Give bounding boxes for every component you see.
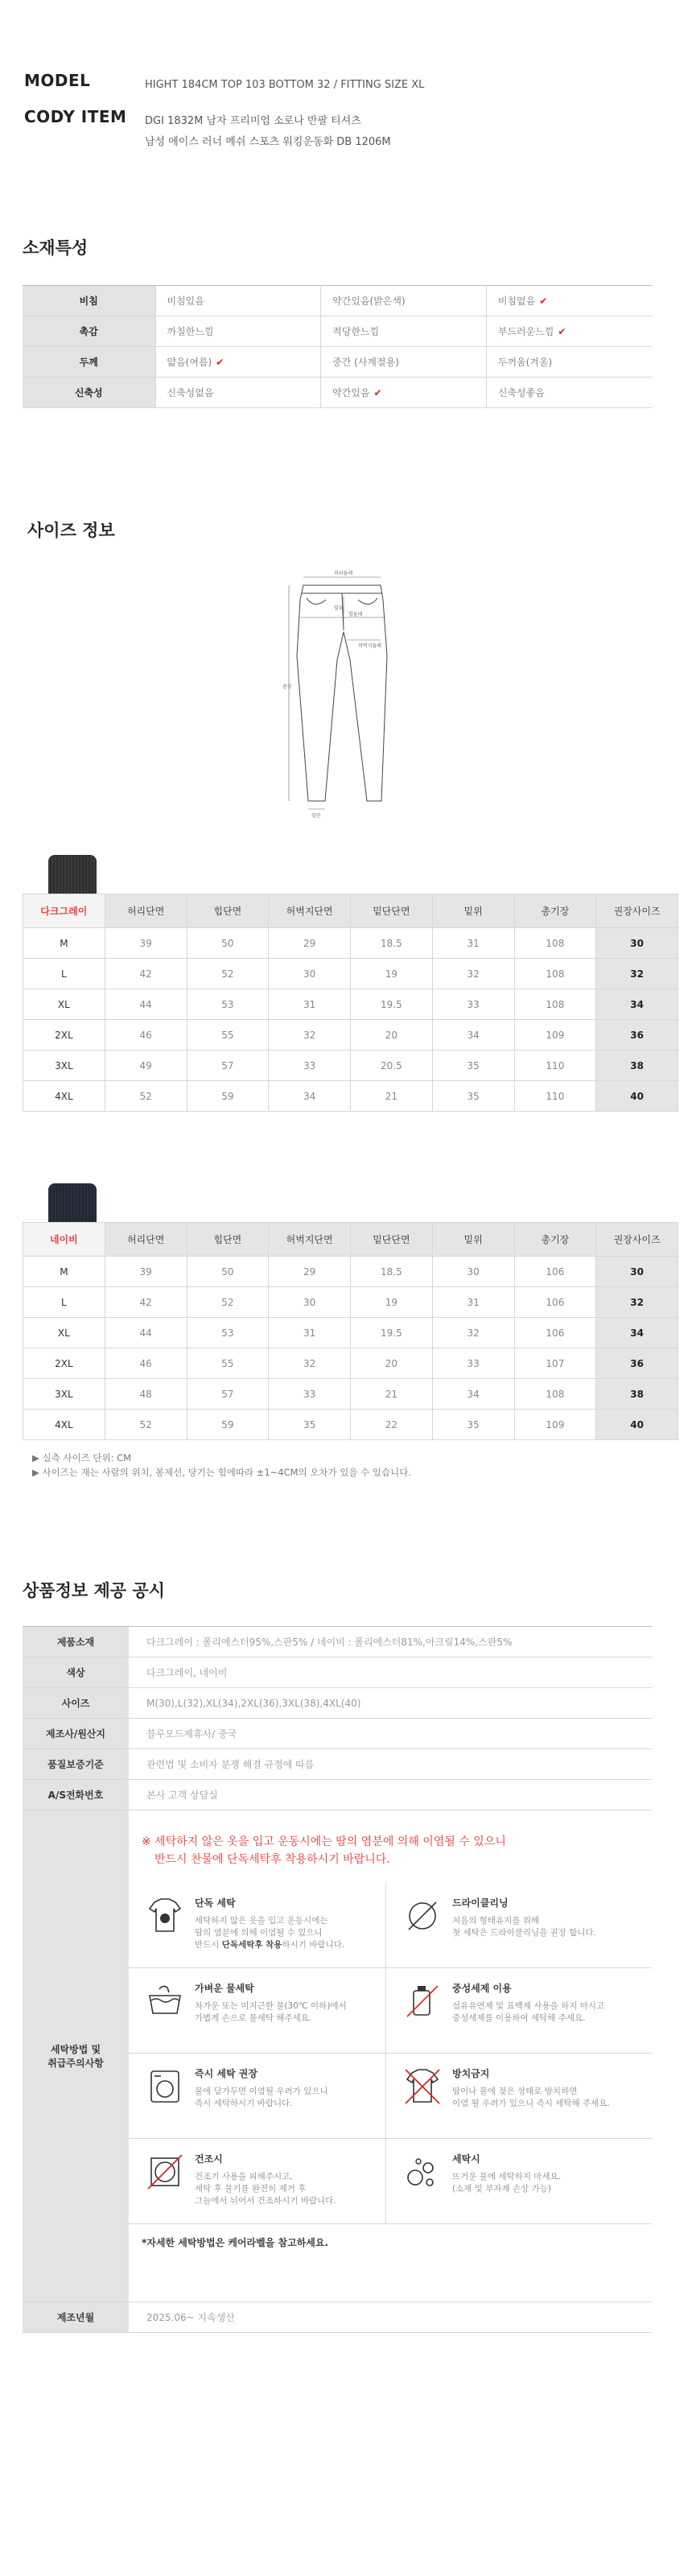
care-desc (195, 2086, 328, 2110)
size-column-header: 밑위 (432, 894, 514, 928)
info-label: 제조사/원산지 (23, 1719, 129, 1749)
care-item (386, 1968, 652, 2054)
care-text (195, 2066, 328, 2138)
size-value: 19.5 (351, 1318, 433, 1348)
size-row (23, 1287, 678, 1318)
fabric-option (486, 316, 652, 347)
recommended-size: 38 (596, 1051, 678, 1081)
fabric-table (23, 285, 652, 408)
recommended-size: 30 (596, 1257, 678, 1287)
care-content (129, 1810, 652, 2302)
color-name: 네이비 (23, 1223, 105, 1257)
size-label: 4XL (23, 1410, 105, 1440)
size-value: 109 (514, 1410, 596, 1440)
recommended-size: 34 (596, 1318, 678, 1348)
info-value: 다크그레이, 네이비 (129, 1657, 652, 1688)
size-value: 55 (187, 1348, 269, 1379)
size-label: 4XL (23, 1081, 105, 1112)
recommended-size: 36 (596, 1020, 678, 1051)
size-column-header: 허벅지단면 (269, 894, 351, 928)
care-title: 단독 세탁 (195, 1897, 236, 1909)
size-row (23, 928, 678, 959)
size-value: 35 (432, 1410, 514, 1440)
size-column-header: 허벅지단면 (269, 1223, 351, 1257)
fabric-option-text: 적당한느낌 (332, 326, 380, 337)
laundry-icon (402, 2152, 443, 2192)
fabric-label: 비침 (23, 286, 155, 316)
manufacture-date-value: 2025.06~ 지속생산 (129, 2302, 652, 2333)
fabric-option-text: 두꺼움(겨울) (497, 357, 553, 368)
size-value: 55 (187, 1020, 269, 1051)
care-text (195, 1896, 344, 1967)
size-column-header: 밑단단면 (351, 1223, 433, 1257)
hip-label: 힙둘레 (348, 612, 363, 617)
info-value: 블루모드제휴사/ 중국 (129, 1719, 652, 1749)
size-column-header: 허리단면 (105, 894, 187, 928)
size-value: 57 (187, 1051, 269, 1081)
care-title: 방치금지 (452, 2068, 490, 2079)
size-value: 32 (432, 959, 514, 989)
fabric-option (321, 286, 487, 316)
size-value: 50 (187, 928, 269, 959)
fabric-option (486, 347, 652, 378)
care-desc-text: 세탁하지 않은 옷을 입고 운동시에는 땀의 염분에 의해 이염될 수 있으니 반드시 (195, 1916, 328, 1950)
care-text (452, 1981, 604, 2053)
size-value: 33 (432, 989, 514, 1020)
care-desc-text: 물에 담가두면 이염될 우려가 있으니 즉시 세탁하시기 바랍니다. (195, 2087, 328, 2108)
info-label: 제품소재 (23, 1627, 129, 1657)
care-item (129, 2054, 386, 2139)
waist-label: 허리둘레 (334, 571, 353, 576)
size-label: M (23, 1257, 105, 1287)
fabric-option-text: 얇음(여름) (167, 357, 212, 368)
recommended-size: 32 (596, 959, 678, 989)
fabric-option (155, 347, 321, 378)
size-value: 42 (105, 959, 187, 989)
size-value: 57 (187, 1379, 269, 1410)
info-row (23, 1657, 652, 1688)
care-desc (452, 2000, 604, 2025)
size-notes (32, 1451, 411, 1480)
size-note-unit: ▶ 실측 사이즈 단위: CM (32, 1452, 132, 1463)
recommended-size: 40 (596, 1410, 678, 1440)
recommended-size: 38 (596, 1379, 678, 1410)
size-label: 3XL (23, 1051, 105, 1081)
care-desc (195, 2171, 336, 2207)
size-value: 31 (432, 1287, 514, 1318)
size-value: 34 (269, 1081, 351, 1112)
fabric-option (321, 378, 487, 408)
info-label: 품질보증기준 (23, 1749, 129, 1780)
fabric-option-text: 신축성좋음 (497, 387, 545, 398)
size-value: 32 (269, 1348, 351, 1379)
size-value: 42 (105, 1287, 187, 1318)
care-desc-tail: 하시기 바랍니다. (282, 1940, 345, 1950)
fabric-label: 신축성 (23, 378, 155, 408)
fabric-option-text: 까칠한느낌 (167, 326, 214, 337)
size-row (23, 1318, 678, 1348)
size-row (23, 1348, 678, 1379)
care-desc-text: 건조기 사용을 피해주시고, 세탁 후 물기를 완전히 제거 후 그늘에서 뉘어서 건조하시기 바랍니다. (195, 2172, 336, 2206)
size-value: 21 (351, 1081, 433, 1112)
recommended-size: 34 (596, 989, 678, 1020)
size-value: 31 (269, 1318, 351, 1348)
size-row (23, 1379, 678, 1410)
size-value: 108 (514, 1379, 596, 1410)
size-column-header: 밑단단면 (351, 894, 433, 928)
care-title: 중성세제 이용 (452, 1983, 512, 1994)
size-label: 2XL (23, 1348, 105, 1379)
size-row (23, 1410, 678, 1440)
thigh-label: 허벅지둘레 (358, 643, 381, 649)
size-column-header: 권장사이즈 (596, 1223, 678, 1257)
care-title: 세탁시 (452, 2153, 480, 2165)
size-column-header: 권장사이즈 (596, 894, 678, 928)
size-info-title: 사이즈 정보 (27, 521, 115, 540)
size-label: XL (23, 989, 105, 1020)
size-value: 35 (432, 1051, 514, 1081)
size-value: 59 (187, 1410, 269, 1440)
model-info (24, 71, 668, 164)
size-value: 108 (514, 989, 596, 1020)
total-length-label: 총장 (282, 684, 292, 690)
model-value: HIGHT 184CM TOP 103 BOTTOM 32 / FITTING SIZE XL (145, 79, 425, 91)
care-text (452, 2152, 561, 2223)
care-warning (129, 1810, 652, 1883)
size-table-navy (23, 1222, 678, 1440)
care-desc (195, 1915, 344, 1951)
size-value: 110 (514, 1051, 596, 1081)
size-value: 35 (432, 1081, 514, 1112)
fabric-row (23, 316, 652, 347)
size-column-header: 밑위 (432, 1223, 514, 1257)
fabric-option-text: 비침없음 (497, 295, 536, 307)
size-column-header: 총기장 (514, 894, 596, 928)
care-desc (452, 2086, 610, 2110)
size-value: 34 (432, 1020, 514, 1051)
info-row (23, 1627, 652, 1657)
care-title: 드라이클리닝 (452, 1897, 509, 1909)
size-label: 3XL (23, 1379, 105, 1410)
size-value: 108 (514, 928, 596, 959)
size-value: 46 (105, 1348, 187, 1379)
size-value: 30 (269, 1287, 351, 1318)
dark-gray-swatch (48, 855, 97, 894)
fabric-option (486, 378, 652, 408)
no-tumble-dry-icon (145, 2152, 185, 2192)
size-value: 18.5 (351, 928, 433, 959)
fabric-option (486, 286, 652, 316)
size-note-tolerance: ▶ 사이즈는 재는 사람의 위치, 봉제선, 당기는 힘에따라 ±1~4CM의 오차가 있을 수 있습니다. (32, 1467, 412, 1478)
size-value: 19 (351, 1287, 433, 1318)
check-icon: ✔ (216, 357, 224, 368)
cody-row (24, 107, 668, 153)
recommended-size: 32 (596, 1287, 678, 1318)
size-value: 19 (351, 959, 433, 989)
size-column-header: 총기장 (514, 1223, 596, 1257)
fabric-option-text: 약간있음(밝은색) (332, 295, 406, 307)
size-row (23, 989, 678, 1020)
neutral-detergent-icon (402, 1981, 443, 2021)
size-value: 31 (432, 928, 514, 959)
fabric-option (155, 286, 321, 316)
size-value: 35 (269, 1410, 351, 1440)
size-value: 19.5 (351, 989, 433, 1020)
size-label: L (23, 959, 105, 989)
size-value: 48 (105, 1379, 187, 1410)
care-desc-bold: 단독세탁후 착용 (221, 1940, 282, 1950)
size-label: 2XL (23, 1020, 105, 1051)
size-value: 21 (351, 1379, 433, 1410)
size-row (23, 959, 678, 989)
size-value: 106 (514, 1257, 596, 1287)
size-value: 46 (105, 1020, 187, 1051)
size-value: 107 (514, 1348, 596, 1379)
care-item (129, 1883, 386, 1968)
size-value: 20 (351, 1020, 433, 1051)
check-icon: ✔ (373, 387, 382, 398)
size-value: 109 (514, 1020, 596, 1051)
size-value: 30 (269, 959, 351, 989)
color-name: 다크그레이 (23, 894, 105, 928)
cody-item-1: DGI 1832M 남자 프리미엄 소로나 반팔 티셔츠 (145, 115, 361, 127)
fabric-option-text: 중간 (사계절용) (332, 357, 399, 368)
recommended-size: 36 (596, 1348, 678, 1379)
size-column-header: 힙단면 (187, 1223, 269, 1257)
size-value: 52 (105, 1081, 187, 1112)
manufacture-date-label: 제조년월 (23, 2302, 129, 2333)
info-row (23, 1749, 652, 1780)
fabric-option-text: 부드러운느낌 (497, 326, 554, 337)
size-value: 49 (105, 1051, 187, 1081)
size-label: M (23, 928, 105, 959)
hand-wash-icon (145, 1981, 185, 2021)
size-value: 52 (105, 1410, 187, 1440)
size-value: 52 (187, 959, 269, 989)
size-value: 106 (514, 1318, 596, 1348)
care-desc (452, 2171, 561, 2195)
care-title: 즉시 세탁 권장 (195, 2068, 257, 2079)
care-text (195, 2152, 336, 2223)
care-desc-text: 뜨거운 물에 세탁하지 마세요. (소재 및 부자재 손상 가능) (452, 2172, 562, 2194)
size-column-header: 허리단면 (105, 1223, 187, 1257)
fabric-option (321, 347, 487, 378)
check-icon: ✔ (539, 295, 548, 307)
fabric-title: 소재특성 (23, 238, 89, 258)
size-value: 33 (269, 1379, 351, 1410)
fabric-option-text: 신축성없음 (167, 387, 214, 398)
size-value: 33 (432, 1348, 514, 1379)
info-value: 다크그레이 : 폴리에스터95%,스판5% / 네이비 : 폴리에스터81%,아크릴14%,스판5% (129, 1627, 652, 1657)
care-desc-text: 차가운 또는 미지근한 물(30℃ 이하)에서 가볍게 손으로 물세탁 해주세요. (195, 2001, 347, 2023)
care-warning-line: 반드시 찬물에 단독세탁후 착용하시기 바랍니다. (154, 1853, 390, 1866)
size-value: 106 (514, 1287, 596, 1318)
size-value: 44 (105, 1318, 187, 1348)
size-row (23, 1020, 678, 1051)
info-label: A/S전화번호 (23, 1780, 129, 1810)
size-value: 20.5 (351, 1051, 433, 1081)
fabric-row (23, 286, 652, 316)
size-label: XL (23, 1318, 105, 1348)
care-desc (195, 2000, 347, 2025)
care-title: 건조시 (195, 2153, 223, 2165)
size-value: 34 (432, 1379, 514, 1410)
fabric-option-text: 비침있음 (167, 295, 204, 307)
size-value: 20 (351, 1348, 433, 1379)
care-item (129, 2139, 386, 2224)
product-info-table (23, 1626, 652, 2333)
size-row (23, 1081, 678, 1112)
size-value: 33 (269, 1051, 351, 1081)
navy-swatch (48, 1183, 97, 1222)
info-value: M(30),L(32),XL(34),2XL(36),3XL(38),4XL(40) (129, 1688, 652, 1719)
care-item (386, 1883, 652, 1968)
care-item (386, 2139, 652, 2224)
info-row (23, 1688, 652, 1719)
immediate-wash-icon (145, 2066, 185, 2107)
info-label: 사이즈 (23, 1688, 129, 1719)
care-warning-line: ※ 세탁하지 않은 옷을 입고 운동시에는 땀의 염분에 의해 이염될 수 있으니 (142, 1835, 506, 1848)
check-icon: ✔ (558, 326, 566, 337)
care-item (129, 1968, 386, 2054)
dry-clean-icon (402, 1896, 443, 1936)
size-value: 29 (269, 1257, 351, 1287)
size-value: 22 (351, 1410, 433, 1440)
recommended-size: 40 (596, 1081, 678, 1112)
fabric-option (155, 378, 321, 408)
care-desc (452, 1915, 596, 1939)
size-value: 39 (105, 1257, 187, 1287)
model-label: MODEL (24, 71, 91, 90)
product-info-title: 상품정보 제공 공시 (23, 1581, 165, 1600)
size-value: 44 (105, 989, 187, 1020)
care-title: 가벼운 물세탁 (195, 1983, 254, 1994)
size-value: 32 (432, 1318, 514, 1348)
size-row (23, 1051, 678, 1081)
manufacture-date-row (23, 2302, 652, 2333)
size-row (23, 1257, 678, 1287)
model-row (24, 71, 668, 96)
fabric-row (23, 347, 652, 378)
info-row (23, 1719, 652, 1749)
cody-item-2: 남성 에이스 러너 메쉬 스포츠 워킹운동화 DB 1206M (145, 136, 391, 148)
fabric-label: 두께 (23, 347, 155, 378)
info-value: 관련법 및 소비자 분쟁 해결 규정에 따름 (129, 1749, 652, 1780)
care-text (195, 1981, 347, 2053)
care-desc-text: 처음의 형태유지를 위해 첫 세탁은 드라이클리닝을 권장 합니다. (452, 1916, 596, 1938)
care-text (452, 2066, 610, 2138)
size-value: 29 (269, 928, 351, 959)
size-value: 31 (269, 989, 351, 1020)
size-value: 32 (269, 1020, 351, 1051)
info-label: 색상 (23, 1657, 129, 1688)
rise-label: 밑위 (334, 605, 344, 611)
care-footer: *자세한 세탁방법은 케어라벨을 참고하세요. (142, 2237, 329, 2248)
care-text (452, 1896, 596, 1967)
fabric-option (321, 316, 487, 347)
size-value: 30 (432, 1257, 514, 1287)
hem-label: 밑단 (311, 813, 321, 819)
size-label: L (23, 1287, 105, 1318)
care-item (386, 2054, 652, 2139)
size-value: 53 (187, 989, 269, 1020)
pants-measurement-diagram (282, 568, 398, 849)
fabric-label: 촉감 (23, 316, 155, 347)
care-desc-text: 섬유유연제 및 표백제 사용을 하지 마시고 중성세제를 이용하여 세탁해 주세요. (452, 2001, 605, 2023)
care-desc-text: 땀이나 물에 젖은 상태로 방치하면 이염 될 우려가 있으니 즉시 세탁해 주세요. (452, 2087, 610, 2108)
size-value: 110 (514, 1081, 596, 1112)
cody-items (145, 107, 391, 153)
size-value: 108 (514, 959, 596, 989)
care-row (23, 1810, 652, 2302)
size-value: 59 (187, 1081, 269, 1112)
size-value: 18.5 (351, 1257, 433, 1287)
info-value: 본사 고객 상담실 (129, 1780, 652, 1810)
no-leave-icon (402, 2066, 443, 2107)
size-value: 39 (105, 928, 187, 959)
size-column-header: 힙단면 (187, 894, 269, 928)
fabric-option-text: 약간있음 (332, 387, 370, 398)
info-row (23, 1780, 652, 1810)
size-value: 53 (187, 1318, 269, 1348)
care-label: 세탁방법 및 취급주의사항 (23, 1810, 129, 2302)
size-value: 50 (187, 1257, 269, 1287)
recommended-size: 30 (596, 928, 678, 959)
size-table-dark-gray (23, 894, 678, 1112)
fabric-row (23, 378, 652, 408)
cody-label: CODY ITEM (24, 107, 127, 126)
single-wash-icon (145, 1896, 185, 1936)
fabric-option (155, 316, 321, 347)
care-grid (129, 1883, 652, 2224)
size-value: 52 (187, 1287, 269, 1318)
